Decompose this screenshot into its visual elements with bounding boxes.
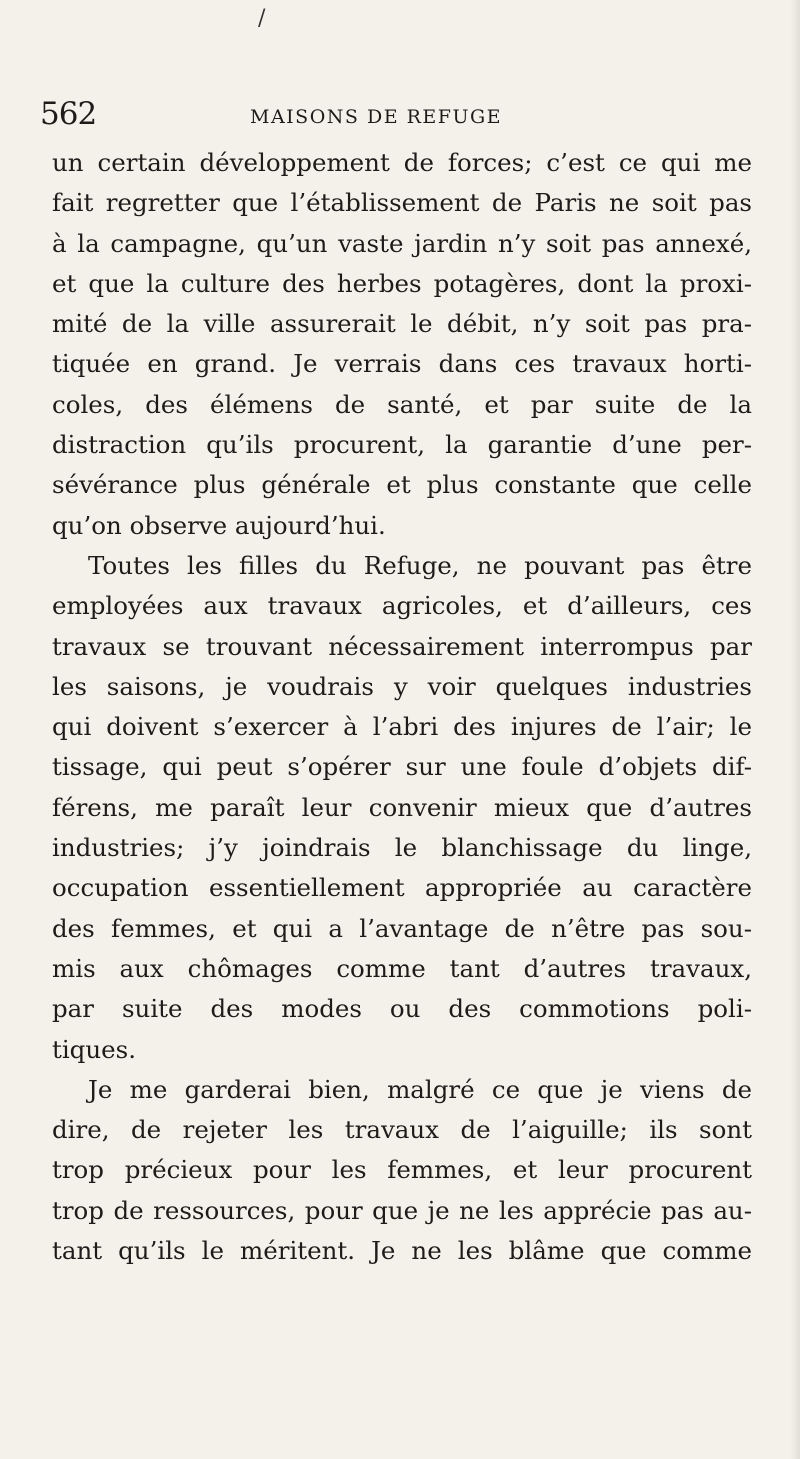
text-line: qui doivent s’exercer à l’abri des injures de l’air; le: [52, 712, 752, 742]
page-number: 562: [40, 96, 97, 132]
text-line: trop de ressources, pour que je ne les apprécie pas au-: [52, 1195, 752, 1225]
text-line: tant qu’ils le méritent. Je ne les blâme que comme: [52, 1236, 752, 1266]
text-line: dire, de rejeter les travaux de l’aiguille; ils sont: [52, 1115, 752, 1145]
body-text: [52, 143, 752, 1271]
page-edge-shadow: [790, 0, 800, 1459]
text-line: sévérance plus générale et plus constante que celle: [52, 470, 752, 500]
text-line: travaux se trouvant nécessairement interrompus par: [52, 631, 752, 661]
running-head: MAISONS DE REFUGE: [250, 106, 503, 128]
paragraph-end-line: tiques.: [52, 1034, 137, 1064]
paragraph-end-line: qu’on observe aujourd’hui.: [52, 510, 386, 540]
page-header: [40, 96, 760, 136]
text-line: occupation essentiellement appropriée au caractère: [52, 873, 752, 903]
text-line: et que la culture des herbes potagères, dont la proxi-: [52, 268, 752, 298]
text-line: mis aux chômages comme tant d’autres travaux,: [52, 953, 752, 983]
text-line: des femmes, et qui a l’avantage de n’être pas sou-: [52, 913, 752, 943]
text-line: les saisons, je voudrais y voir quelques industries: [52, 671, 752, 701]
text-line: tissage, qui peut s’opérer sur une foule d’objets dif-: [52, 752, 752, 782]
text-line: à la campagne, qu’un vaste jardin n’y soit pas annexé,: [52, 228, 752, 258]
text-line: un certain développement de forces; c’est ce qui me: [52, 148, 752, 177]
text-line: trop précieux pour les femmes, et leur procurent: [52, 1155, 752, 1185]
text-line: employées aux travaux agricoles, et d’ailleurs, ces: [52, 591, 752, 621]
text-line: fait regretter que l’établissement de Paris ne soit pas: [52, 188, 752, 218]
text-line: mité de la ville assurerait le débit, n’y soit pas pra-: [52, 309, 752, 339]
text-line: tiquée en grand. Je verrais dans ces travaux horti-: [52, 349, 752, 379]
text-line: distraction qu’ils procurent, la garantie d’une per-: [52, 430, 752, 460]
paragraph-start-line: Toutes les filles du Refuge, ne pouvant pas être: [88, 550, 752, 580]
text-line: coles, des élémens de santé, et par suite de la: [52, 389, 752, 419]
text-line: industries; j’y joindrais le blanchissage du linge,: [52, 833, 752, 863]
stray-mark: /: [258, 6, 266, 31]
text-line: par suite des modes ou des commotions poli-: [52, 994, 752, 1024]
paragraph-start-line: Je me garderai bien, malgré ce que je viens de: [88, 1074, 752, 1104]
text-line: férens, me paraît leur convenir mieux que d’autres: [52, 792, 752, 822]
